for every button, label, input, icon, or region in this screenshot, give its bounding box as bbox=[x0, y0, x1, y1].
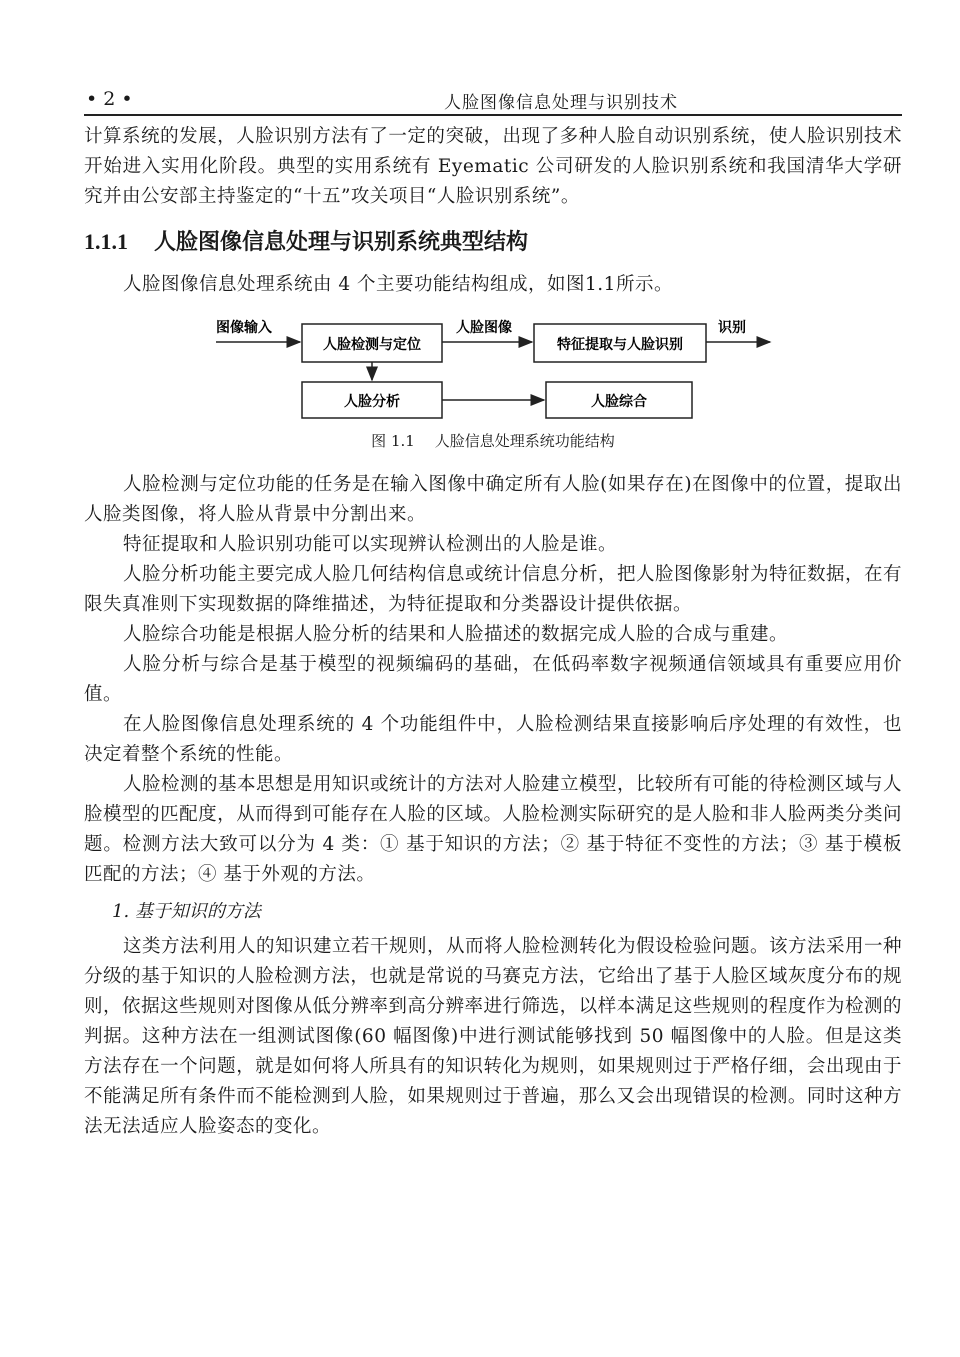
output-label: 识别 bbox=[718, 320, 746, 336]
body-paragraph: 特征提取和人脸识别功能可以实现辨认检测出的人脸是谁。 bbox=[123, 534, 618, 555]
figure-caption-number: 图 1.1 bbox=[371, 432, 415, 450]
box-feature-recognition-label: 特征提取与人脸识别 bbox=[557, 337, 683, 353]
input-label: 图像输入 bbox=[216, 320, 272, 336]
figure-caption bbox=[84, 428, 902, 454]
body-paragraph: 人脸分析功能主要完成人脸几何结构信息或统计信息分析，把人脸图像影射为特征数据，在有限失真准则下实现数据的降维描述，为特征提取和分类器设计提供依据。 bbox=[84, 564, 903, 615]
body-paragraph: 人脸综合功能是根据人脸分析的结果和人脸描述的数据完成人脸的合成与重建。 bbox=[123, 624, 789, 645]
section-title: 人脸图像信息处理与识别系统典型结构 bbox=[154, 229, 529, 255]
page-content bbox=[84, 122, 902, 1142]
body-paragraph: 人脸检测的基本思想是用知识或统计的方法对人脸建立模型，比较所有可能的待检测区域与人脸模型的匹配度，从而得到可能存在人脸的区域。人脸检测实际研究的是人脸和非人脸两类分类问题。检测方法大致可以分为 4 类：① 基于知识的方法；② 基于特征不变性的方法；③ 基于模板匹配的方法；④ 基于外观的方法。 bbox=[84, 774, 903, 885]
figure-intro-paragraph: 人脸图像信息处理系统由 4 个主要功能结构组成，如图1.1所示。 bbox=[123, 274, 673, 295]
system-structure-diagram bbox=[84, 304, 902, 464]
subsection-heading: 1. 基于知识的方法 bbox=[112, 901, 261, 922]
box-face-detection-label: 人脸检测与定位 bbox=[323, 337, 421, 353]
knowledge-paragraph: 这类方法利用人的知识建立若干规则，从而将人脸检测转化为假设检验问题。该方法采用一种分级的基于知识的人脸检测方法，也就是常说的马赛克方法，它给出了基于人脸区域灰度分布的规则，依据这些规则对图像从低分辨率到高分辨率进行筛选，以样本满足这些规则的程度作为检测的判据。这种方法在一组测试图像(60 幅图像)中进行测试能够找到 50 幅图像中的人脸。但是这类方法存在一个问题，就是如何将人所具有的知识转化为规则，如果规则过于严格仔细，会出现由于不能满足所有条件而不能检测到人脸，如果规则过于普遍，那么又会出现错误的检测。同时这种方法无法适应人脸姿态的变化。 bbox=[84, 936, 903, 1137]
mid-label: 人脸图像 bbox=[456, 320, 512, 336]
body-paragraph: 在人脸图像信息处理系统的 4 个功能组件中，人脸检测结果直接影响后序处理的有效性，也决定着整个系统的性能。 bbox=[84, 714, 902, 765]
section-number: 1.1.1 bbox=[84, 229, 128, 254]
body-paragraph: 人脸检测与定位功能的任务是在输入图像中确定所有人脸(如果存在)在图像中的位置，提取出人脸类图像，将人脸从背景中分割出来。 bbox=[84, 474, 902, 525]
box-face-analysis-label: 人脸分析 bbox=[344, 394, 400, 410]
section-heading bbox=[84, 226, 902, 258]
body-paragraph: 人脸分析与综合是基于模型的视频编码的基础，在低码率数字视频通信领域具有重要应用价值。 bbox=[84, 654, 902, 705]
intro-paragraph: 计算系统的发展，人脸识别方法有了一定的突破，出现了多种人脸自动识别系统，使人脸识别技术开始进入实用化阶段。典型的实用系统有 Eyematic 公司研发的人脸识别系统和我国清华大学研究并由公安部主持鉴定的“十五”攻关项目“人脸识别系统”。 bbox=[84, 126, 902, 207]
figure-caption-text: 人脸信息处理系统功能结构 bbox=[434, 432, 615, 450]
running-title: 人脸图像信息处理与识别技术 bbox=[444, 93, 678, 113]
page-header bbox=[84, 82, 902, 116]
page-number: • 2 • bbox=[86, 88, 133, 110]
box-face-synthesis-label: 人脸综合 bbox=[591, 394, 647, 410]
